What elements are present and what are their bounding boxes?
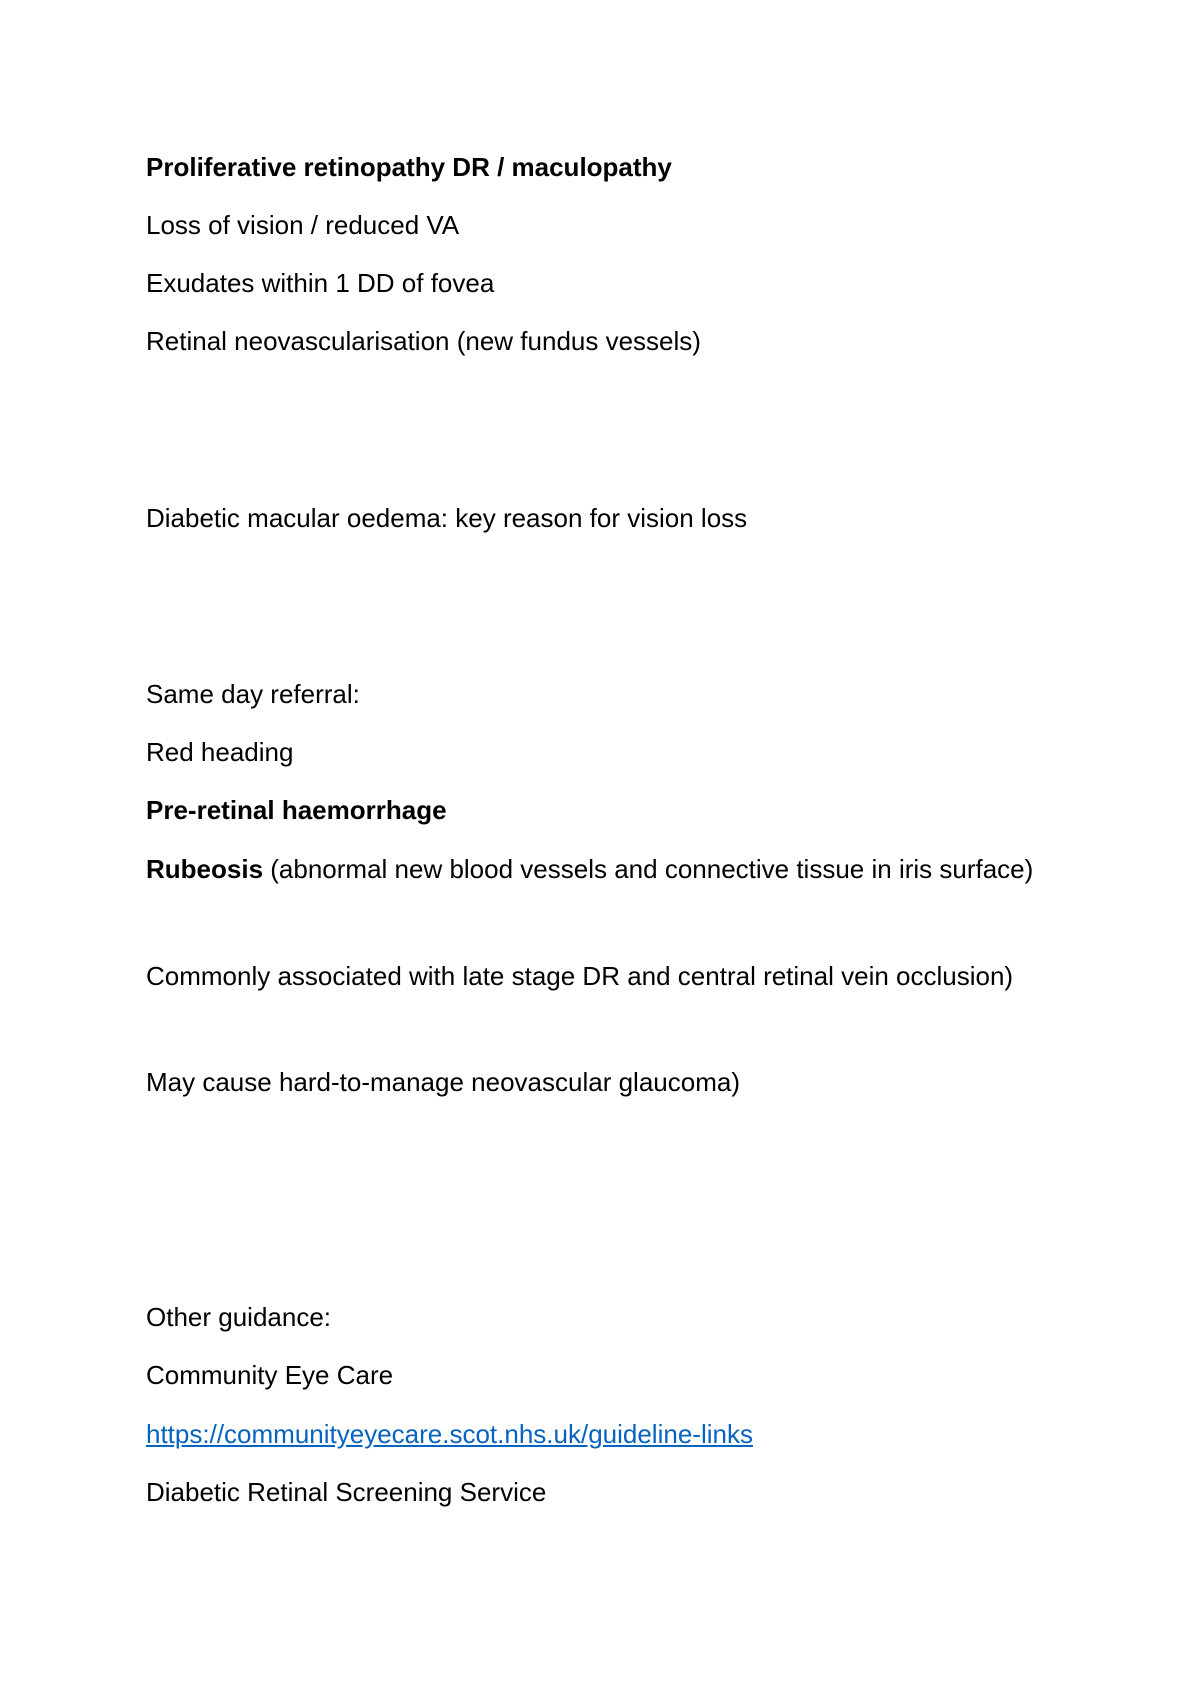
line-exudates: Exudates within 1 DD of fovea [146,268,495,298]
line-pre-retinal-haemorrhage: Pre-retinal haemorrhage [146,795,447,825]
line-community-eye-care: Community Eye Care [146,1360,394,1390]
line-loss-of-vision: Loss of vision / reduced VA [146,210,460,240]
line-same-day-referral: Same day referral: [146,679,360,709]
line-other-guidance: Other guidance: [146,1302,332,1332]
guideline-link[interactable]: https://communityeyecare.scot.nhs.uk/guideline-links [146,1419,753,1449]
rubeosis-term: Rubeosis [146,854,264,884]
line-neovascularisation: Retinal neovascularisation (new fundus vessels) [146,326,701,356]
line-screening-service: Diabetic Retinal Screening Service [146,1477,547,1507]
line-commonly-associated: Commonly associated with late stage DR and central retinal vein occlusion) [146,961,1014,991]
line-rubeosis [146,848,1076,891]
line-red-heading: Red heading [146,737,294,767]
guideline-link-line [146,1413,1076,1456]
page-heading: Proliferative retinopathy DR / maculopathy [146,152,672,182]
line-diabetic-macular-oedema: Diabetic macular oedema: key reason for vision loss [146,503,748,533]
line-neovascular-glaucoma: May cause hard-to-manage neovascular glaucoma) [146,1067,740,1097]
rubeosis-description: (abnormal new blood vessels and connective tissue in iris surface) [263,854,1034,884]
